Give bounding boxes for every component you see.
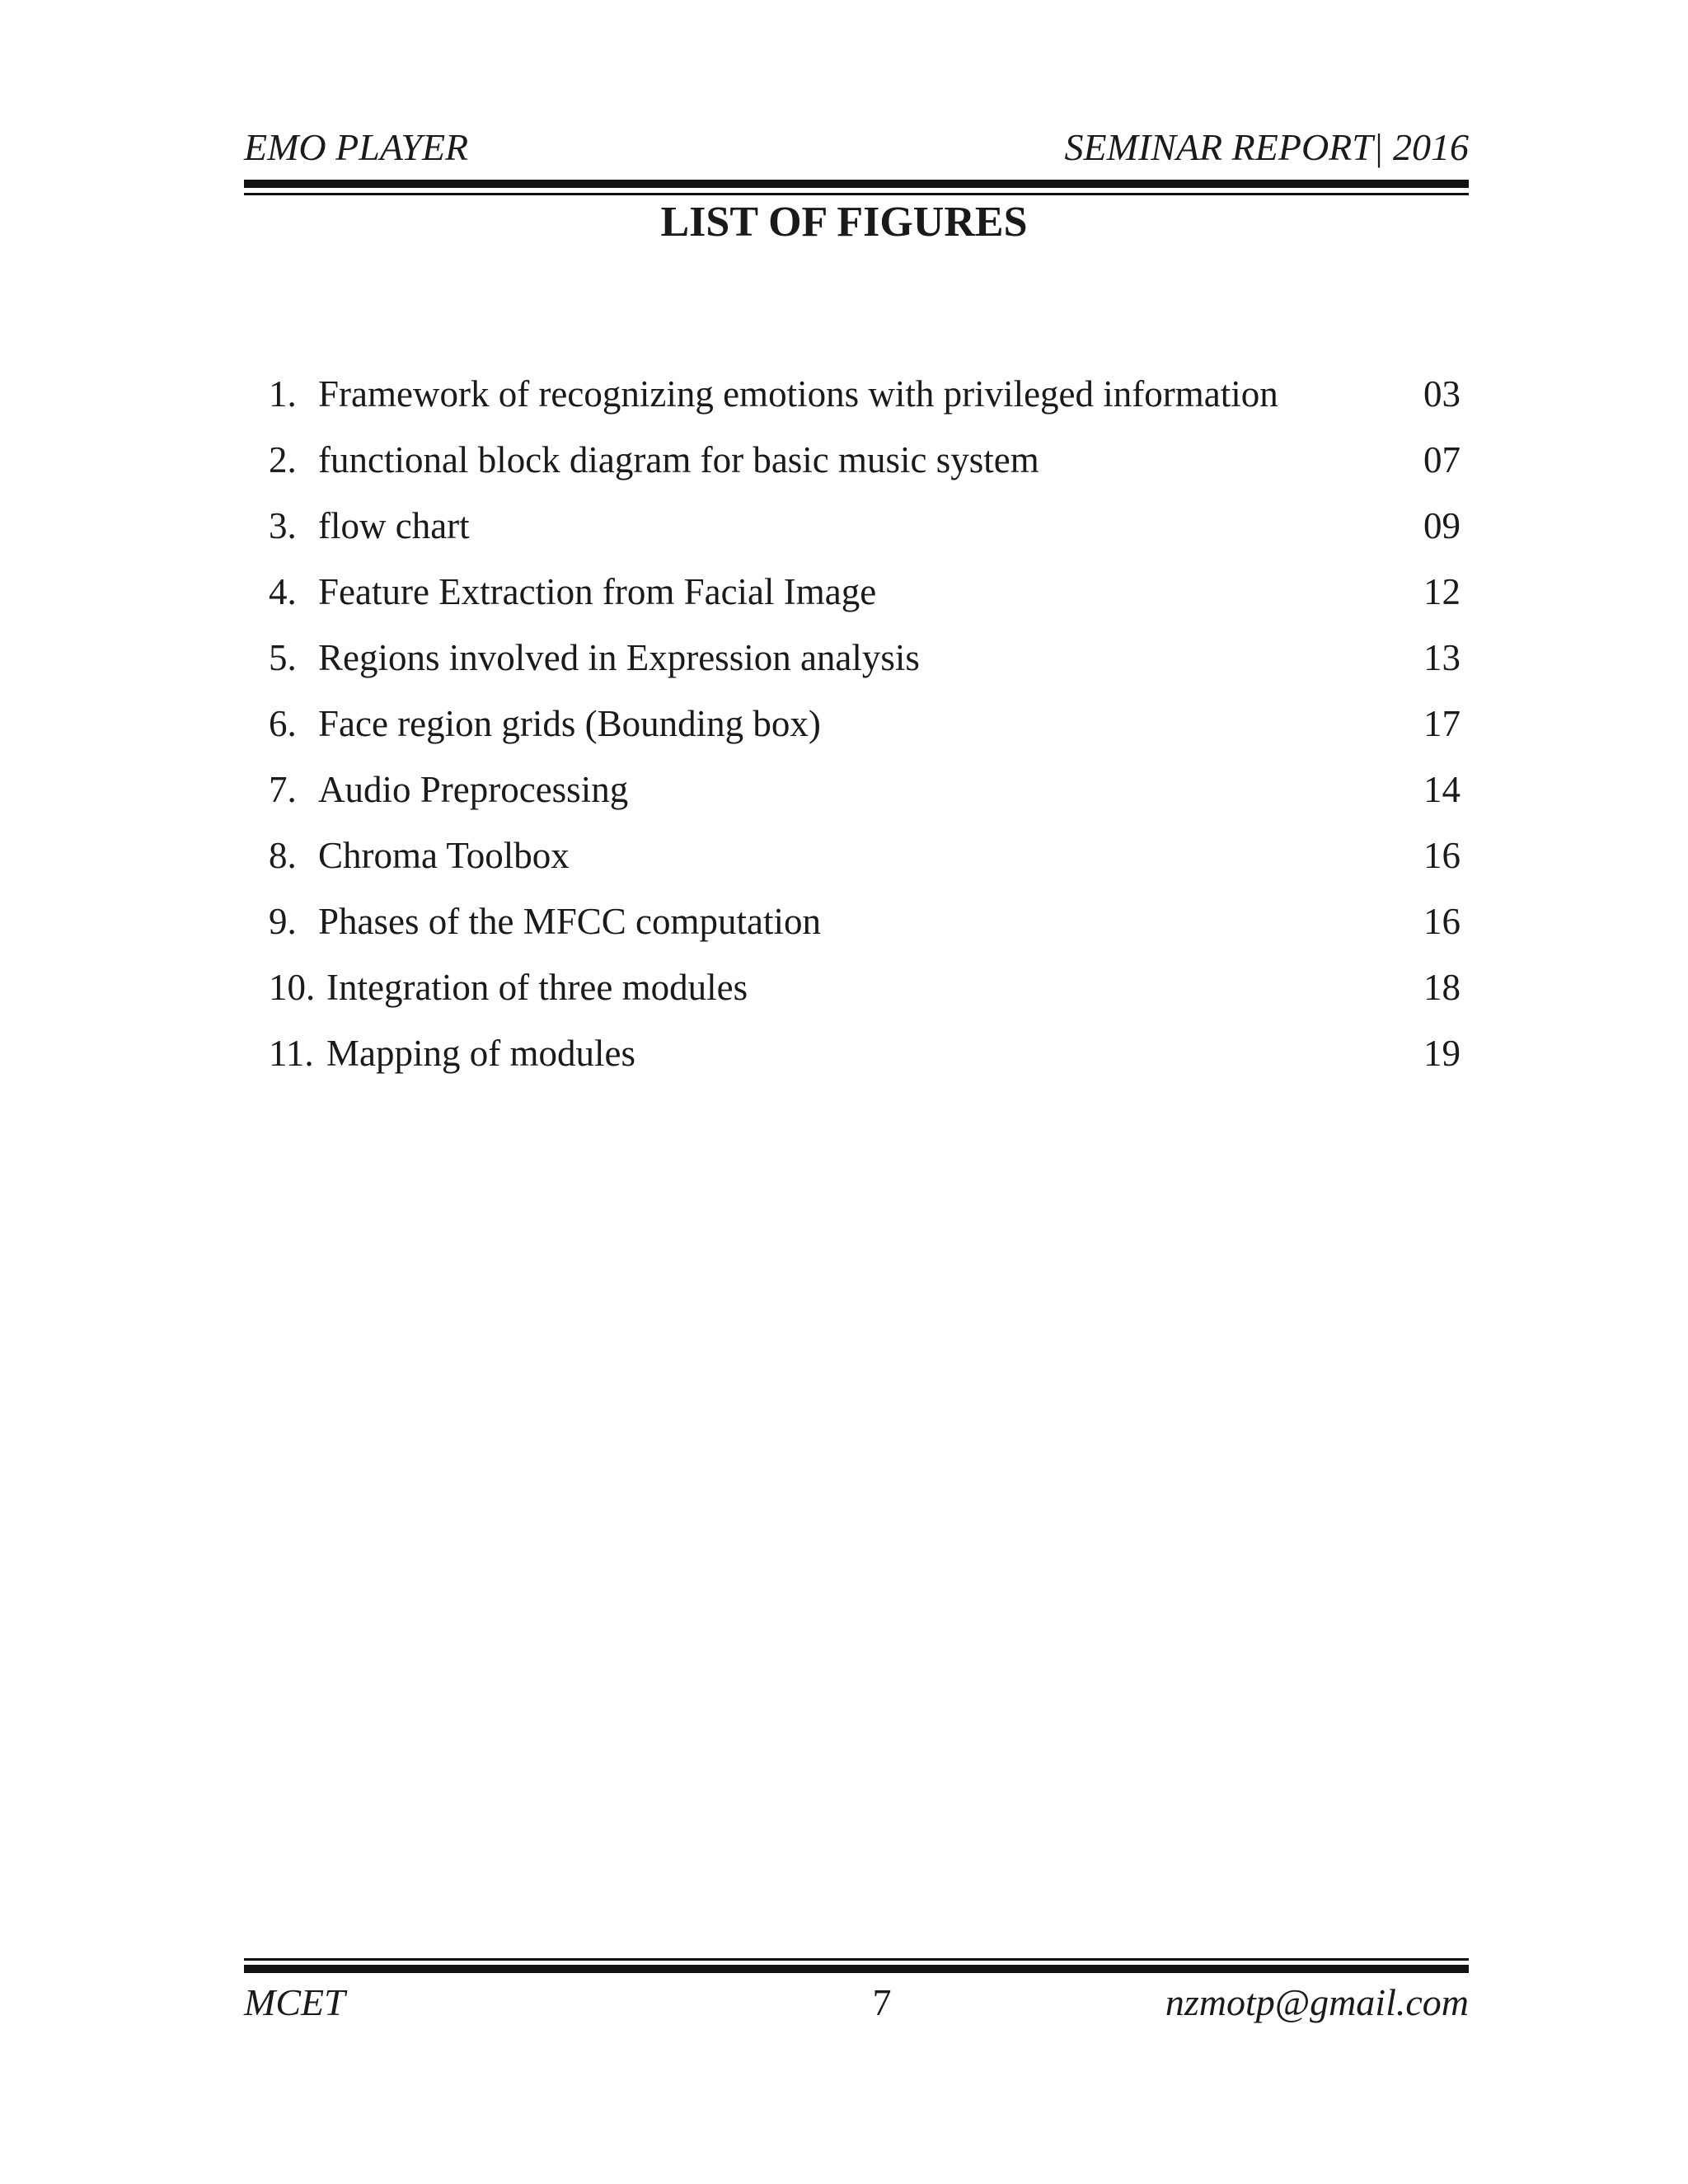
figure-label: flow chart (318, 505, 470, 546)
figure-number: 5. (269, 637, 297, 678)
figure-entry (269, 897, 1461, 963)
figure-label: Regions involved in Expression analysis (318, 637, 920, 678)
footer-rule-thick (244, 1965, 1469, 1973)
figure-label: Face region grids (Bounding box) (318, 703, 821, 744)
figure-number: 1. (269, 373, 297, 415)
figure-number: 4. (269, 571, 297, 612)
figure-page-number: 17 (1423, 703, 1461, 744)
figure-label: Integration of three modules (326, 967, 748, 1008)
figure-entry (269, 963, 1461, 1029)
figure-label: Chroma Toolbox (318, 835, 570, 876)
footer-page-number: 7 (872, 1981, 892, 2023)
figure-page-number: 14 (1423, 769, 1461, 810)
figure-number: 11. (269, 1033, 314, 1074)
figure-entry (269, 435, 1461, 501)
header-rule-thin (244, 193, 1469, 195)
figure-page-number: 07 (1423, 439, 1461, 480)
figure-label: Framework of recognizing emotions with privileged information (318, 373, 1278, 415)
figure-page-number: 16 (1423, 835, 1461, 876)
figure-page-number: 09 (1423, 505, 1461, 546)
figure-number: 9. (269, 901, 297, 942)
figures-list (269, 369, 1461, 1094)
figure-entry (269, 633, 1461, 699)
figure-entry (269, 501, 1461, 567)
figure-page-number: 16 (1423, 901, 1461, 942)
figure-page-number: 13 (1423, 637, 1461, 678)
figure-number: 7. (269, 769, 297, 810)
figure-page-number: 12 (1423, 571, 1461, 612)
figure-number: 8. (269, 835, 297, 876)
figure-page-number: 18 (1423, 967, 1461, 1008)
figure-entry (269, 567, 1461, 633)
figure-entry (269, 369, 1461, 435)
figure-entry (269, 1029, 1461, 1094)
figure-page-number: 19 (1423, 1033, 1461, 1074)
figure-entry (269, 765, 1461, 831)
figure-number: 2. (269, 439, 297, 480)
running-header-title: EMO PLAYER (244, 126, 469, 168)
figure-entry (269, 699, 1461, 765)
footer-rule-thin (244, 1958, 1469, 1961)
running-header-report-year: SEMINAR REPORT| 2016 (1064, 126, 1469, 168)
figure-number: 6. (269, 703, 297, 744)
footer-email: nzmotp@gmail.com (1165, 1981, 1469, 2023)
header-rule-thick (244, 180, 1469, 188)
figure-number: 10. (269, 967, 316, 1008)
figure-number: 3. (269, 505, 297, 546)
figure-label: Phases of the MFCC computation (318, 901, 821, 942)
figure-label: Audio Preprocessing (318, 769, 629, 810)
page-title: LIST OF FIGURES (660, 199, 1028, 246)
figure-entry (269, 831, 1461, 897)
figure-label: Mapping of modules (326, 1033, 635, 1074)
figure-label: Feature Extraction from Facial Image (318, 571, 877, 612)
figure-page-number: 03 (1423, 373, 1461, 415)
figure-label: functional block diagram for basic music system (318, 439, 1039, 480)
footer-institution: MCET (244, 1981, 345, 2023)
